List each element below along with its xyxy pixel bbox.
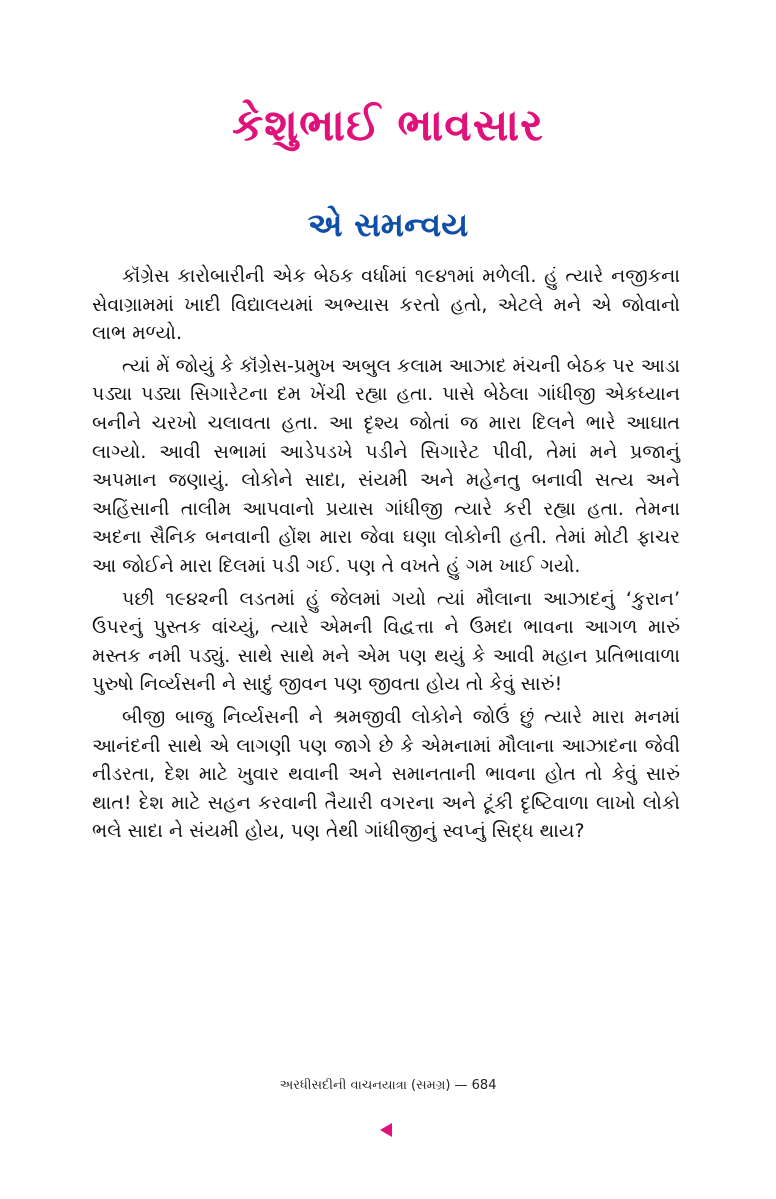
paragraph: પછી ૧૯૪૨ની લડતમાં હું જેલમાં ગયો ત્યાં મૌલાના આઝાદનું ‘કુરાન’ ઉપરનું પુસ્તક વાંચ્યું, ત્યારે એમની વિદ્વત્તા ને ઉમદા ભાવના આગળ મારું મસ્તક નમી પડ્યું. સાથે સાથે મને એમ પણ થયું કે આવી મહાન પ્રતિભાવાળા પુરુષો નિર્વ્યસની ને સાદું જીવન પણ જીવતા હોય તો કેવું સારું! bbox=[92, 587, 680, 696]
page-footer: અરધીસદીની વાચનયાત્રા (સમગ્ર) — 684 bbox=[279, 1078, 497, 1093]
author-name: કેશુભાઈ ભાવસાર bbox=[232, 100, 544, 151]
paragraph: ત્યાં મેં જોયું કે કૉંગ્રેસ-પ્રમુખ અબુલ કલામ આઝાદ મંચની બેઠક પર આડા પડ્યા પડ્યા સિગારેટના દમ ખેંચી રહ્યા હતા. પાસે બેઠેલા ગાંધીજી એકધ્યાન બનીને ચરખો ચલાવતા હતા. આ દૃશ્ય જોતાં જ મારા દિલને ભારે આઘાત લાગ્યો. આવી સભામાં આડેપડખે પડીને સિગારેટ પીવી, તેમાં મને પ્રજાનું અપમાન જણાયું. લોકોને સાદા, સંયમી અને મહેનતુ બનાવી સત્ય અને અહિંસાની તાલીમ આપવાનો પ્રયાસ ગાંધીજી ત્યારે કરી રહ્યા હતા. તેમના અદના સૈનિક બનવાની હોંશ મારા જેવા ઘણા લોકોની હતી. તેમાં મોટી ફાચર આ જોઈને મારા દિલમાં પડી ગઈ. પણ તે વખતે હું ગમ ખાઈ ગયો. bbox=[92, 354, 680, 577]
previous-page-button[interactable] bbox=[378, 1120, 394, 1140]
paragraph: બીજી બાજુ નિર્વ્યસની ને શ્રમજીવી લોકોને જોઉં છું ત્યારે મારા મનમાં આનંદની સાથે એ લાગણી પણ જાગે છે કે એમનામાં મૌલાના આઝાદના જેવી નીડરતા, દેશ માટે ખુવાર થવાની અને સમાનતાની ભાવના હોત તો કેવું સારું થાત! દેશ માટે સહન કરવાની તૈયારી વગરના અને ટૂંકી દૃષ્ટિવાળા લાખો લોકો ભલે સાદા ને સંયમી હોય, પણ તેથી ગાંધીજીનું સ્વપ્નું સિદ્ધ થાય? bbox=[92, 705, 680, 843]
article-title: એ સમન્વય bbox=[307, 205, 469, 244]
triangle-left-icon bbox=[378, 1120, 394, 1140]
article-body bbox=[92, 262, 680, 850]
paragraph: કૉંગ્રેસ કારોબારીની એક બેઠક વર્ધામાં ૧૯૪૧માં મળેલી. હું ત્યારે નજીકના સેવાગ્રામમાં ખાદી વિદ્યાલયમાં અભ્યાસ કરતો હતો, એટલે મને એ જોવાનો લાભ મળ્યો. bbox=[92, 265, 680, 345]
